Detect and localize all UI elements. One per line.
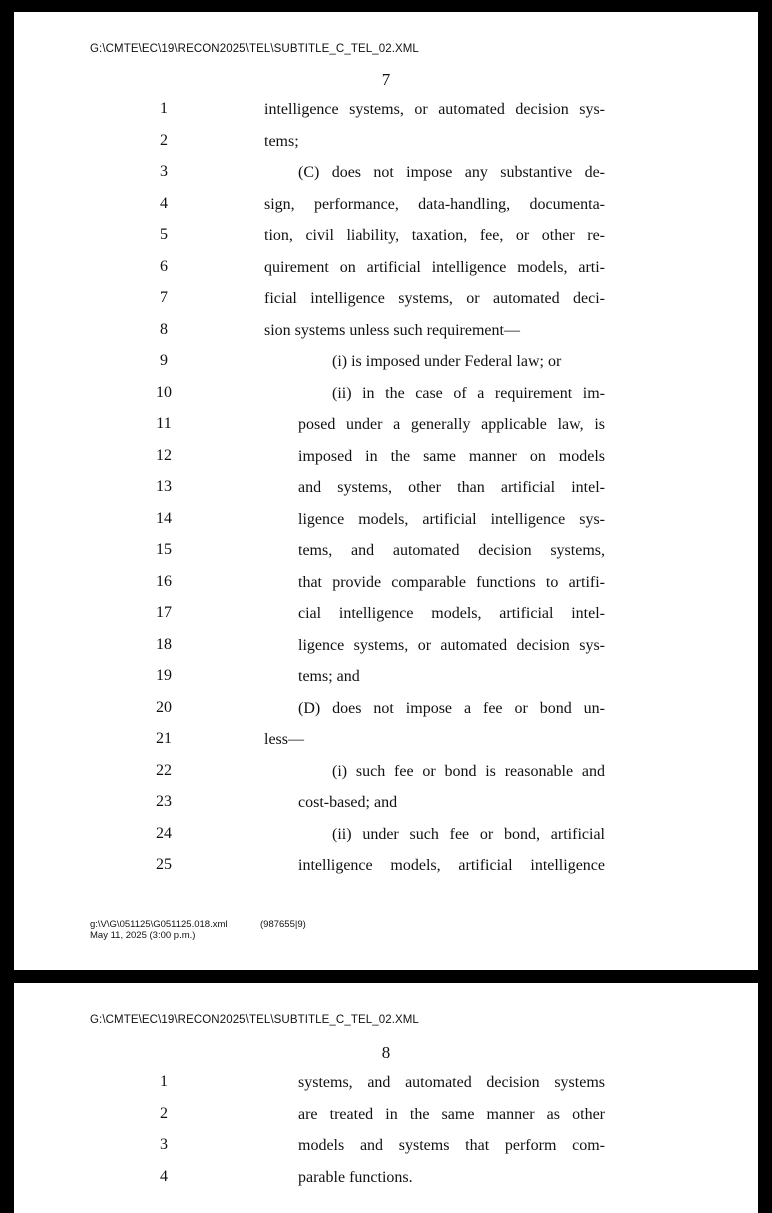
line-text: (i) is imposed under Federal law; or [332,353,562,370]
line-number: 13 [156,478,172,495]
line-number: 24 [156,825,172,842]
line-number: 4 [160,195,168,212]
line-text: less— [264,731,304,748]
line-number: 25 [156,856,172,873]
line-number: 8 [160,321,168,338]
line-number: 5 [160,226,168,243]
line-text: (ii) under such fee or bond, artificial [332,826,605,843]
line-text: models and systems that perform com- [298,1137,605,1154]
line-text: cial intelligence models, artificial intel- [298,605,605,622]
line-text: tems; and [298,668,360,685]
line-number: 1 [160,100,168,117]
line-text: tion, civil liability, taxation, fee, or other re- [264,227,605,244]
line-text: imposed in the same manner on models [298,448,605,465]
line-number: 15 [156,541,172,558]
line-number: 16 [156,573,172,590]
line-text: (C) does not impose any substantive de- [298,164,605,181]
line-text: posed under a generally applicable law, is [298,416,605,433]
line-text: ligence systems, or automated decision sys- [298,637,605,654]
line-number: 21 [156,730,172,747]
line-number: 17 [156,604,172,621]
line-number: 2 [160,1105,168,1122]
line-text: parable functions. [298,1169,413,1186]
line-text: ligence models, artificial intelligence sys- [298,511,605,528]
line-number: 14 [156,510,172,527]
line-number: 1 [160,1073,168,1090]
line-text: quirement on artificial intelligence models, arti- [264,259,605,276]
line-text: sion systems unless such requirement— [264,322,520,339]
line-text: sign, performance, data-handling, documenta- [264,196,605,213]
line-text: (ii) in the case of a requirement im- [332,385,605,402]
line-text: are treated in the same manner as other [298,1106,605,1123]
page-number: 7 [381,70,391,89]
line-number: 2 [160,132,168,149]
line-text: intelligence models, artificial intelligence [298,857,605,874]
line-text: (i) such fee or bond is reasonable and [332,763,605,780]
line-number: 10 [156,384,172,401]
line-number: 12 [156,447,172,464]
footer-file-path: g:\V\G\051125\G051125.018.xml [90,919,228,930]
line-number: 20 [156,699,172,716]
line-text: systems, and automated decision systems [298,1074,605,1091]
line-number: 4 [160,1168,168,1185]
line-text: tems; [264,133,299,150]
header-file-path: G:\CMTE\EC\19\RECON2025\TEL\SUBTITLE_C_TEL_02.XML [90,1014,419,1026]
line-text: that provide comparable functions to artifi- [298,574,605,591]
page-number: 8 [381,1043,391,1062]
footer-date: May 11, 2025 (3:00 p.m.) [90,930,196,941]
line-text: ficial intelligence systems, or automated deci- [264,290,605,307]
line-text: intelligence systems, or automated decision sys- [264,101,605,118]
line-number: 22 [156,762,172,779]
line-number: 11 [156,415,172,432]
document-page-8 [14,983,758,1213]
line-text: cost-based; and [298,794,398,811]
line-text: tems, and automated decision systems, [298,542,605,559]
line-number: 3 [160,1136,168,1153]
line-number: 6 [160,258,168,275]
line-number: 7 [160,289,168,306]
footer-code: (987655|9) [260,919,306,930]
line-text: (D) does not impose a fee or bond un- [298,700,605,717]
document-page-7 [14,12,758,970]
line-number: 3 [160,163,168,180]
line-number: 9 [160,352,168,369]
header-file-path: G:\CMTE\EC\19\RECON2025\TEL\SUBTITLE_C_TEL_02.XML [90,43,419,55]
line-number: 18 [156,636,172,653]
line-text: and systems, other than artificial intel- [298,479,605,496]
line-number: 19 [156,667,172,684]
line-number: 23 [156,793,172,810]
